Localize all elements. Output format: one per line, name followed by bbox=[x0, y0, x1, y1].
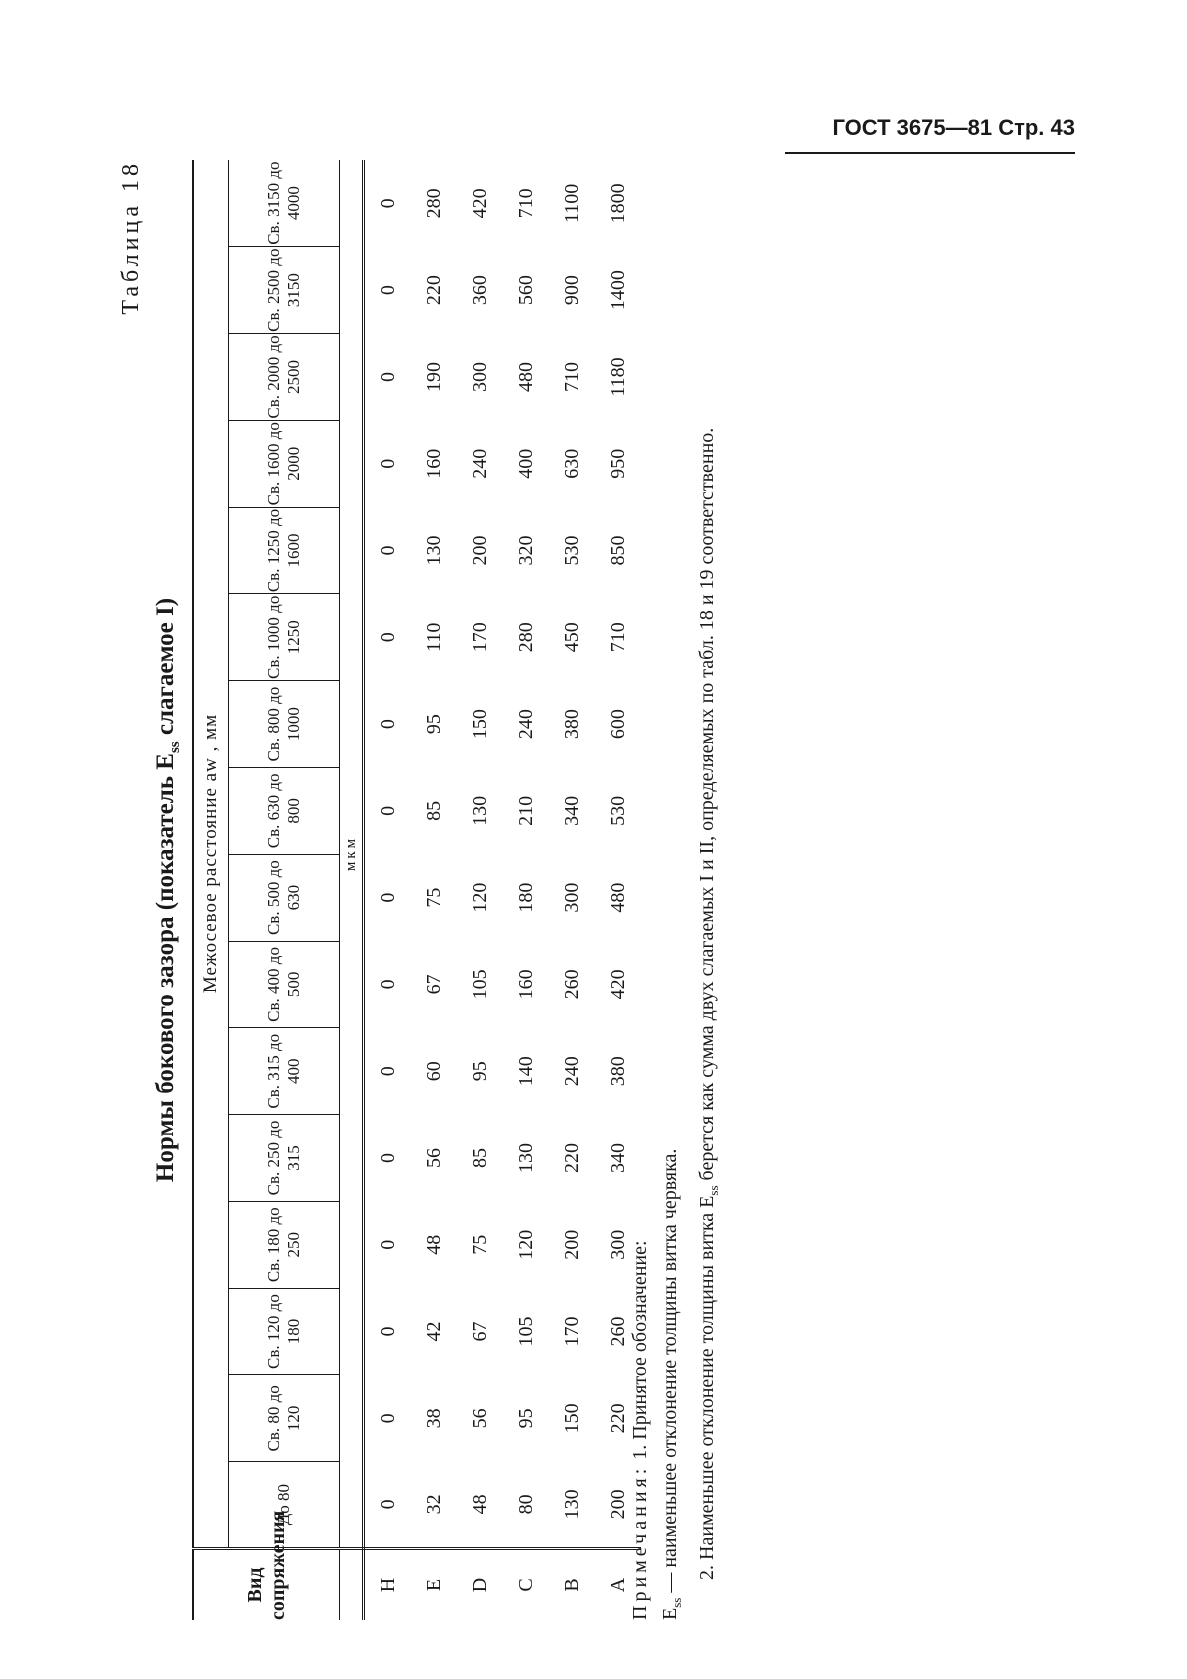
note-1-definition bbox=[655, 160, 692, 1620]
value-cell: 130 bbox=[514, 1142, 537, 1173]
range-header-7: Св. 500 до 630 bbox=[229, 854, 340, 941]
value-cell: 67 bbox=[422, 974, 445, 995]
value-cell: 850 bbox=[606, 535, 629, 566]
note-2-text: берется как сумма двух слагаемых I и II, определяемых по табл. 18 и 19 соответственно. bbox=[696, 427, 718, 1186]
value-cell: 0 bbox=[376, 1239, 399, 1250]
value-cell: 60 bbox=[422, 1061, 445, 1082]
value-cell: 200 bbox=[468, 535, 491, 566]
value-cell: 105 bbox=[468, 969, 491, 1000]
value-cell: 160 bbox=[422, 448, 445, 479]
value-cell: 300 bbox=[468, 361, 491, 392]
fit-cell: H bbox=[364, 1549, 412, 1621]
notes bbox=[625, 160, 729, 1620]
unit-row bbox=[340, 160, 364, 1620]
value-cell: 180 bbox=[514, 882, 537, 913]
value-cell: 48 bbox=[422, 1234, 445, 1255]
value-cell: 105 bbox=[514, 1316, 537, 1347]
value-cell: 0 bbox=[376, 458, 399, 469]
value-cell: 75 bbox=[422, 887, 445, 908]
table-label: Таблица 18 bbox=[118, 160, 144, 315]
table-row bbox=[411, 160, 457, 1620]
range-header-13: Св. 2000 до 2500 bbox=[229, 334, 340, 421]
note-1-sub: ss bbox=[669, 1597, 684, 1608]
value-cell: 300 bbox=[560, 882, 583, 913]
value-cell: 380 bbox=[560, 709, 583, 740]
value-cell: 1180 bbox=[606, 357, 629, 397]
range-header-11: Св. 1250 до 1600 bbox=[229, 507, 340, 594]
range-header-15: Св. 3150 до 4000 bbox=[264, 161, 303, 245]
value-cell: 340 bbox=[560, 795, 583, 826]
value-cell: 420 bbox=[468, 188, 491, 219]
range-header-1: Св. 80 до 120 bbox=[229, 1375, 340, 1462]
value-cell: 260 bbox=[560, 969, 583, 1000]
value-cell: 42 bbox=[422, 1321, 445, 1342]
table-row bbox=[549, 160, 595, 1620]
value-cell: 0 bbox=[376, 805, 399, 816]
value-cell: 530 bbox=[606, 795, 629, 826]
fit-cell: A bbox=[595, 1549, 641, 1621]
value-cell: 480 bbox=[514, 361, 537, 392]
data-table bbox=[192, 160, 641, 1620]
fit-cell: B bbox=[549, 1549, 595, 1621]
value-cell: 130 bbox=[422, 535, 445, 566]
value-cell: 900 bbox=[560, 275, 583, 306]
value-cell: 340 bbox=[606, 1142, 629, 1173]
value-cell: 200 bbox=[560, 1229, 583, 1260]
value-cell: 170 bbox=[468, 622, 491, 653]
value-cell: 200 bbox=[606, 1489, 629, 1520]
value-cell: 530 bbox=[560, 535, 583, 566]
value-cell: 0 bbox=[376, 198, 399, 209]
value-cell: 600 bbox=[606, 709, 629, 740]
note-1-symbol: E bbox=[659, 1607, 681, 1620]
page-header: ГОСТ 3675—81 Стр. 43 bbox=[832, 115, 1075, 140]
value-cell: 240 bbox=[560, 1056, 583, 1087]
range-header-6: Св. 400 до 500 bbox=[229, 941, 340, 1028]
note-1-head: 1. Принятое обозначение: bbox=[629, 1240, 651, 1465]
note-2 bbox=[692, 160, 729, 1620]
value-cell: 85 bbox=[468, 1147, 491, 1168]
value-cell: 150 bbox=[468, 709, 491, 740]
table-title-suffix: слагаемое I) bbox=[152, 597, 179, 742]
table-row bbox=[364, 160, 412, 1620]
value-cell: 280 bbox=[514, 622, 537, 653]
value-cell: 0 bbox=[376, 979, 399, 990]
value-cell: 0 bbox=[376, 1413, 399, 1424]
value-cell: 56 bbox=[468, 1408, 491, 1429]
table-body bbox=[364, 160, 642, 1620]
value-cell: 38 bbox=[422, 1408, 445, 1429]
value-cell: 210 bbox=[514, 795, 537, 826]
group-header: Межосевое расстояние aw , мм bbox=[193, 160, 229, 1549]
value-cell: 300 bbox=[606, 1229, 629, 1260]
table-row bbox=[457, 160, 503, 1620]
value-cell: 110 bbox=[422, 622, 445, 652]
table-title-prefix: Нормы бокового зазора (показатель E bbox=[152, 753, 179, 1183]
unit-label: мкм bbox=[340, 160, 364, 1549]
value-cell: 630 bbox=[560, 448, 583, 479]
value-cell: 260 bbox=[606, 1316, 629, 1347]
value-cell: 80 bbox=[514, 1494, 537, 1515]
value-cell: 0 bbox=[376, 1326, 399, 1337]
value-cell: 130 bbox=[560, 1489, 583, 1520]
value-cell: 67 bbox=[468, 1321, 491, 1342]
note-1 bbox=[625, 160, 655, 1620]
range-header-row bbox=[229, 160, 340, 1620]
value-cell: 420 bbox=[606, 969, 629, 1000]
value-cell: 1800 bbox=[606, 183, 629, 224]
range-header-5: Св. 315 до 400 bbox=[229, 1028, 340, 1115]
value-cell: 130 bbox=[468, 795, 491, 826]
value-cell: 320 bbox=[514, 535, 537, 566]
value-cell: 240 bbox=[468, 448, 491, 479]
value-cell: 220 bbox=[606, 1403, 629, 1434]
value-cell: 75 bbox=[468, 1234, 491, 1255]
fit-cell: D bbox=[457, 1549, 503, 1621]
value-cell: 190 bbox=[422, 361, 445, 392]
value-cell: 280 bbox=[422, 188, 445, 219]
value-cell: 95 bbox=[514, 1408, 537, 1429]
value-cell: 220 bbox=[560, 1142, 583, 1173]
header-rule bbox=[785, 152, 1075, 154]
value-cell: 400 bbox=[514, 448, 537, 479]
value-cell: 0 bbox=[376, 892, 399, 903]
value-cell: 0 bbox=[376, 1152, 399, 1163]
value-cell: 0 bbox=[376, 545, 399, 556]
rotated-content bbox=[100, 160, 880, 1620]
value-cell: 220 bbox=[422, 275, 445, 306]
range-header-0: До 80 bbox=[229, 1462, 340, 1549]
range-header-12: Св. 1600 до 2000 bbox=[229, 420, 340, 507]
fit-cell: E bbox=[411, 1549, 457, 1621]
table-title-sub: ss bbox=[167, 741, 183, 754]
value-cell: 1400 bbox=[606, 270, 629, 311]
value-cell: 240 bbox=[514, 709, 537, 740]
value-cell: 0 bbox=[376, 632, 399, 643]
value-cell: 710 bbox=[606, 622, 629, 653]
range-header-4: Св. 250 до 315 bbox=[229, 1115, 340, 1202]
value-cell: 85 bbox=[422, 800, 445, 821]
table-row bbox=[503, 160, 549, 1620]
fit-cell: C bbox=[503, 1549, 549, 1621]
value-cell: 480 bbox=[606, 882, 629, 913]
value-cell: 150 bbox=[560, 1403, 583, 1434]
value-cell: 450 bbox=[560, 622, 583, 653]
value-cell: 560 bbox=[514, 275, 537, 306]
value-cell: 1100 bbox=[560, 183, 583, 224]
note-2-sub: ss bbox=[706, 1185, 721, 1196]
value-cell: 160 bbox=[514, 969, 537, 1000]
value-cell: 710 bbox=[514, 188, 537, 219]
range-header-3: Св. 180 до 250 bbox=[229, 1201, 340, 1288]
value-cell: 120 bbox=[514, 1229, 537, 1260]
note-2-prefix: 2. Наименьшее отклонение толщины витка E bbox=[696, 1195, 718, 1580]
value-cell: 0 bbox=[376, 1499, 399, 1510]
value-cell: 710 bbox=[560, 361, 583, 392]
range-header-8: Св. 630 до 800 bbox=[229, 767, 340, 854]
range-header-2: Св. 120 до 180 bbox=[229, 1288, 340, 1375]
value-cell: 48 bbox=[468, 1494, 491, 1515]
range-header-14: Св. 2500 до 3150 bbox=[229, 247, 340, 334]
value-cell: 950 bbox=[606, 448, 629, 479]
fit-header: Вид сопряжения bbox=[193, 1549, 340, 1621]
value-cell: 32 bbox=[422, 1494, 445, 1515]
value-cell: 56 bbox=[422, 1147, 445, 1168]
value-cell: 95 bbox=[468, 1061, 491, 1082]
value-cell: 0 bbox=[376, 371, 399, 382]
range-header-10: Св. 1000 до 1250 bbox=[229, 594, 340, 681]
value-cell: 120 bbox=[468, 882, 491, 913]
range-header-9: Св. 800 до 1000 bbox=[229, 681, 340, 768]
value-cell: 0 bbox=[376, 1066, 399, 1077]
table-title bbox=[152, 160, 184, 1620]
value-cell: 95 bbox=[422, 714, 445, 735]
value-cell: 0 bbox=[376, 719, 399, 730]
notes-label: Примечания: bbox=[629, 1464, 651, 1620]
note-1-text: — наименьшее отклонение толщины витка червяка. bbox=[659, 1148, 681, 1598]
value-cell: 360 bbox=[468, 275, 491, 306]
value-cell: 140 bbox=[514, 1056, 537, 1087]
value-cell: 380 bbox=[606, 1056, 629, 1087]
value-cell: 170 bbox=[560, 1316, 583, 1347]
value-cell: 0 bbox=[376, 285, 399, 296]
unit-row-fit-cell bbox=[340, 1549, 364, 1621]
